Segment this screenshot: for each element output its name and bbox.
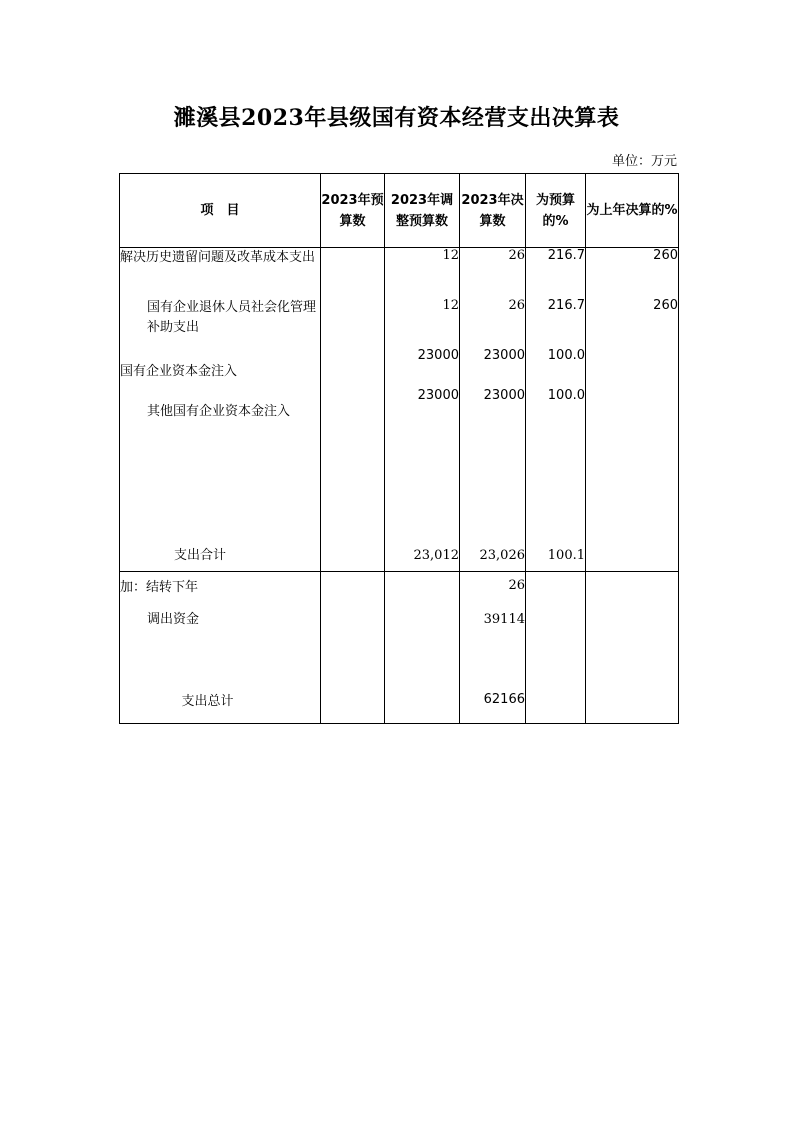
row-budget	[321, 572, 385, 606]
row-pct-last	[586, 428, 679, 542]
row-pct-last	[586, 572, 679, 606]
row-pct-last	[586, 348, 679, 388]
row-adjusted: 23,012	[385, 542, 460, 572]
row-adjusted: 23000	[385, 388, 460, 428]
row-pct-last	[586, 688, 679, 724]
row-budget	[321, 428, 385, 542]
row-budget	[321, 348, 385, 388]
header-pct-budget: 为预算的%	[526, 174, 586, 248]
row-pct-budget	[526, 606, 586, 642]
header-adjusted: 2023年调整预算数	[385, 174, 460, 248]
row-final: 62166	[460, 688, 526, 724]
row-pct-last	[586, 606, 679, 642]
row-item	[120, 428, 321, 542]
row-item	[120, 642, 321, 688]
header-budget: 2023年预算数	[321, 174, 385, 248]
table-row	[120, 248, 679, 298]
row-pct-budget	[526, 642, 586, 688]
page-title: 濉溪县2023年县级国有资本经营支出决算表	[173, 105, 620, 131]
row-item: 国有企业退休人员社会化管理补助支出	[120, 298, 321, 348]
row-final: 26	[460, 248, 526, 298]
row-pct-budget	[526, 572, 586, 606]
row-pct-budget	[526, 688, 586, 724]
table-row	[120, 542, 679, 572]
row-item: 国有企业资本金注入	[120, 348, 321, 388]
row-adjusted	[385, 606, 460, 642]
row-budget	[321, 606, 385, 642]
row-pct-budget	[526, 428, 586, 542]
row-budget	[321, 248, 385, 298]
row-final: 23000	[460, 348, 526, 388]
table-row	[120, 298, 679, 348]
row-adjusted	[385, 688, 460, 724]
row-adjusted	[385, 572, 460, 606]
row-pct-budget: 100.1	[526, 542, 586, 572]
table-row	[120, 428, 679, 542]
table-row	[120, 606, 679, 642]
row-final: 39114	[460, 606, 526, 642]
header-item: 项 目	[120, 174, 321, 248]
table-row	[120, 642, 679, 688]
row-item: 支出总计	[120, 688, 321, 724]
budget-table	[119, 173, 679, 724]
header-final: 2023年决算数	[460, 174, 526, 248]
row-pct-last	[586, 542, 679, 572]
row-budget	[321, 388, 385, 428]
row-item: 加：结转下年	[120, 572, 321, 606]
row-pct-budget: 216.7	[526, 298, 586, 348]
row-item: 支出合计	[120, 542, 321, 572]
row-pct-last: 260	[586, 248, 679, 298]
row-final: 26	[460, 298, 526, 348]
row-adjusted	[385, 428, 460, 542]
table-row	[120, 688, 679, 724]
row-pct-budget: 100.0	[526, 348, 586, 388]
row-pct-budget: 100.0	[526, 388, 586, 428]
row-pct-last: 260	[586, 298, 679, 348]
row-final	[460, 642, 526, 688]
row-item: 调出资金	[120, 606, 321, 642]
row-pct-budget: 216.7	[526, 248, 586, 298]
row-budget	[321, 298, 385, 348]
table-row	[120, 348, 679, 388]
row-budget	[321, 642, 385, 688]
row-budget	[321, 688, 385, 724]
row-adjusted: 23000	[385, 348, 460, 388]
row-final: 23000	[460, 388, 526, 428]
unit-label: 单位：万元	[611, 154, 677, 169]
row-item: 解决历史遗留问题及改革成本支出	[120, 248, 321, 298]
row-final: 26	[460, 572, 526, 606]
table-row	[120, 388, 679, 428]
row-budget	[321, 542, 385, 572]
row-adjusted: 12	[385, 298, 460, 348]
row-pct-last	[586, 388, 679, 428]
row-adjusted: 12	[385, 248, 460, 298]
row-final: 23,026	[460, 542, 526, 572]
row-pct-last	[586, 642, 679, 688]
row-final	[460, 428, 526, 542]
header-pct-last: 为上年决算的%	[586, 174, 679, 248]
row-adjusted	[385, 642, 460, 688]
table-row	[120, 572, 679, 606]
table-header-row	[120, 174, 679, 248]
row-item: 其他国有企业资本金注入	[120, 388, 321, 428]
